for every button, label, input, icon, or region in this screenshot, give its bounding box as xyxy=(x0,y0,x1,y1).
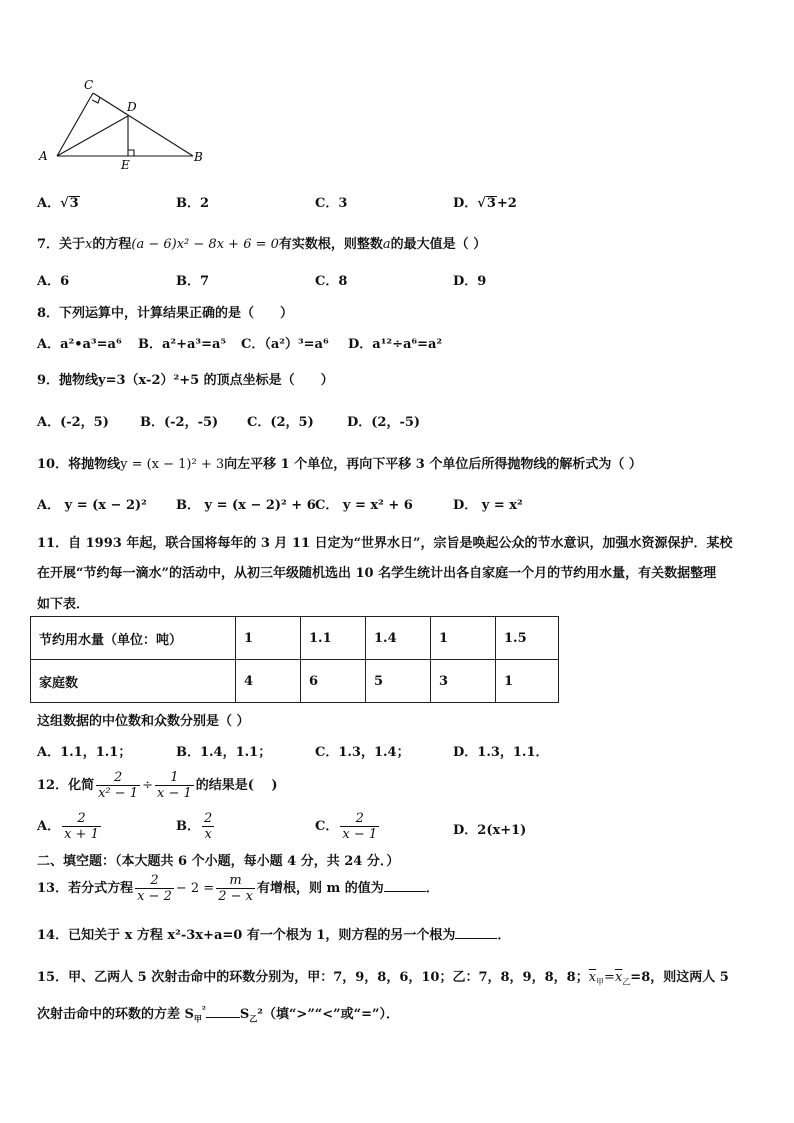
table-cell: 1.1 xyxy=(301,617,366,660)
q7-pre: 7．关于 xyxy=(37,237,86,252)
q6-option-d xyxy=(453,192,517,211)
q10-equation: y = (x − 1)² + 3 xyxy=(120,457,225,472)
radicand: 3 xyxy=(486,196,496,211)
q15-line2-pre: 次射击命中的环数的方差 S xyxy=(37,1007,194,1022)
option-label: A． xyxy=(37,819,61,834)
q11-question: 这组数据的中位数和众数分别是（ ） xyxy=(37,714,250,729)
fraction xyxy=(216,873,255,904)
water-saving-table xyxy=(30,616,559,703)
answer-blank[interactable] xyxy=(384,879,426,892)
sqrt-symbol: √ xyxy=(60,196,69,211)
divide-sign: ÷ xyxy=(142,778,153,793)
table-cell: 3 xyxy=(431,660,496,703)
square-sup: ² xyxy=(201,1005,206,1016)
denominator: x xyxy=(204,827,212,842)
table-cell: 1.4 xyxy=(366,617,431,660)
q7-option-d: D．9 xyxy=(453,274,487,289)
label-a: A xyxy=(39,149,48,163)
q14-end: ． xyxy=(497,928,511,943)
subscript-jia: 甲 xyxy=(193,1013,202,1024)
table-cell: 1.5 xyxy=(496,617,559,660)
q6-option-c: C．3 xyxy=(315,196,348,211)
fraction xyxy=(155,770,194,801)
table-cell: 5 xyxy=(366,660,431,703)
mean-x-jia: $\overline{x}$ xyxy=(588,970,597,985)
label-c: C xyxy=(84,78,94,92)
q12-pre: 12．化简 xyxy=(37,778,95,793)
q13-post: 有增根，则 m 的值为 xyxy=(256,881,384,896)
denominator: x − 1 xyxy=(342,827,378,842)
option-label: B． xyxy=(176,819,200,834)
q7-mid: 的方程 xyxy=(92,237,132,252)
side-ac xyxy=(57,93,93,156)
numerator: 1 xyxy=(155,770,194,786)
denominator: x² − 1 xyxy=(98,786,139,801)
q7-option-c: C．8 xyxy=(315,274,348,289)
q15-line1-pre: 15．甲、乙两人 5 次射击命中的环数分别为，甲：7，9，8，6，10；乙：7，8，9，8，8； xyxy=(37,970,589,985)
q11-option-b: B．1.4，1.1； xyxy=(176,745,272,760)
table-cell: 1 xyxy=(496,660,559,703)
variance-s: S xyxy=(239,1007,250,1022)
q12-option-d: D．2(x+1) xyxy=(453,823,527,838)
denominator: x − 1 xyxy=(156,786,192,801)
q11-line-2: 在开展“节约每一滴水”的活动中，从初三年级随机选出 10 名学生统计出各自家庭一个月的节约用水量，有关数据整理 xyxy=(37,566,717,581)
side-cb xyxy=(93,93,193,156)
q12-option-a xyxy=(37,808,103,846)
q11-option-a: A．1.1，1.1； xyxy=(37,745,132,760)
option-label: D． xyxy=(453,196,478,211)
answer-blank[interactable] xyxy=(206,1005,240,1018)
q7-equation: (a − 6)x² − 8x + 6 = 0 xyxy=(131,237,279,252)
fraction xyxy=(202,811,214,842)
q9-stem: 9．抛物线y=3（x-2）²+5 的顶点坐标是（ ） xyxy=(37,373,334,388)
q9-option-b: B．(-2，-5) xyxy=(140,415,219,430)
q14-stem xyxy=(37,924,510,943)
q10-option-b: B． y = (x − 2)² + 6 xyxy=(176,498,316,513)
label-b: B xyxy=(194,150,203,164)
table-header-cell: 家庭数 xyxy=(31,660,236,703)
q7-option-a: A．6 xyxy=(37,274,70,289)
q10-post: 向左平移 1 个单位，再向下平移 3 个单位后所得抛物线的解析式为（ ） xyxy=(224,457,642,472)
table-cell: 6 xyxy=(301,660,366,703)
q11-line-3: 如下表． xyxy=(37,597,90,612)
right-angle-e xyxy=(128,150,134,156)
q6-option-a xyxy=(37,192,80,211)
table-row xyxy=(31,660,559,703)
denominator: 2 − x xyxy=(218,889,253,904)
q11-line-1: 11．自 1993 年起，联合国将每年的 3 月 11 日定为“世界水日”，宗旨是唤起公众的节水意识，加强水资源保护．某校 xyxy=(37,536,733,551)
section-2-heading: 二、填空题：（本大题共 6 个小题，每小题 4 分，共 24 分．） xyxy=(37,854,400,869)
numerator: 2 xyxy=(62,811,101,827)
triangle-figure xyxy=(36,76,216,174)
q15-line1-post: =8，则这两人 5 xyxy=(630,970,729,985)
numerator: 2 xyxy=(204,811,213,826)
q12-post: 的结果是( ) xyxy=(195,778,278,793)
denominator: x − 2 xyxy=(137,889,172,904)
numerator: 2 xyxy=(340,811,379,827)
equals-sign: = xyxy=(604,970,615,985)
table-cell: 4 xyxy=(236,660,301,703)
q7-stem xyxy=(37,233,486,252)
q12-option-c xyxy=(315,808,381,846)
label-e: E xyxy=(121,158,130,172)
table-cell: 1 xyxy=(236,617,301,660)
radicand: 3 xyxy=(69,196,79,211)
q10-pre: 10．将抛物线 xyxy=(37,457,121,472)
q12-stem xyxy=(37,767,278,805)
q13-mid: − 2 = xyxy=(175,881,215,896)
q15-line-2 xyxy=(37,1003,399,1025)
mean-x-yi: $\overline{x}$ xyxy=(614,970,623,985)
right-angle-c xyxy=(92,97,100,103)
label-d: D xyxy=(127,100,137,114)
q8-option-b: B．a²+a³=a⁵ xyxy=(138,337,227,352)
numerator: 2 xyxy=(96,770,140,786)
fraction xyxy=(62,811,101,842)
var-x: x xyxy=(85,237,93,252)
answer-blank[interactable] xyxy=(455,926,497,939)
q11-option-c: C．1.3，1.4； xyxy=(315,745,410,760)
option-label: C． xyxy=(315,819,339,834)
q10-option-a: A． y = (x − 2)² xyxy=(37,498,147,513)
sqrt-symbol: √ xyxy=(477,196,486,211)
var-a: a xyxy=(382,237,391,252)
q8-option-c: C．（a²）³=a⁶ xyxy=(241,337,329,352)
subscript-yi: 乙 xyxy=(249,1013,258,1024)
subscript-yi: 乙 xyxy=(622,977,631,987)
fraction xyxy=(135,873,174,904)
fraction xyxy=(340,811,379,842)
q7-option-b: B．7 xyxy=(176,274,210,289)
numerator: m xyxy=(216,873,255,889)
table-header-cell: 节约用水量（单位：吨） xyxy=(31,617,236,660)
q9-option-c: C．(2，5) xyxy=(247,415,314,430)
q9-option-d: D．(2，-5) xyxy=(347,415,421,430)
table-cell: 1 xyxy=(431,617,496,660)
q8-stem: 8．下列运算中，计算结果正确的是（ ） xyxy=(37,306,294,321)
option-rest: +2 xyxy=(496,196,517,211)
fraction xyxy=(96,770,140,801)
q13-pre: 13．若分式方程 xyxy=(37,881,134,896)
q7-post: 有实数根，则整数 xyxy=(278,237,383,252)
q10-stem xyxy=(37,453,642,472)
subscript-jia: 甲 xyxy=(596,977,605,987)
q15-line2-post: ²（填“>”“<”或“=”）． xyxy=(257,1007,400,1022)
option-label: A． xyxy=(37,196,61,211)
q11-option-d: D．1.3，1.1． xyxy=(453,745,549,760)
denominator: x + 1 xyxy=(64,827,99,842)
table-row xyxy=(31,617,559,660)
q12-option-b xyxy=(176,808,216,846)
q14-text: 14．已知关于 x 方程 x²-3x+a=0 有一个根为 1，则方程的另一个根为 xyxy=(37,928,456,943)
q10-option-c: C． y = x² + 6 xyxy=(315,498,413,513)
q15-line-1 xyxy=(37,966,729,988)
q9-option-a: A．(-2，5) xyxy=(37,415,109,430)
q8-option-a: A．a²•a³=a⁶ xyxy=(37,337,122,352)
numerator: 2 xyxy=(135,873,174,889)
segment-ad xyxy=(57,116,128,156)
q8-option-d: D．a¹²÷a⁶=a² xyxy=(348,337,443,352)
q6-option-b: B．2 xyxy=(176,196,210,211)
q10-option-d: D． y = x² xyxy=(453,498,523,513)
q13-stem xyxy=(37,869,439,909)
q7-end: 的最大值是（ ） xyxy=(390,237,487,252)
q13-end: ． xyxy=(425,881,439,896)
